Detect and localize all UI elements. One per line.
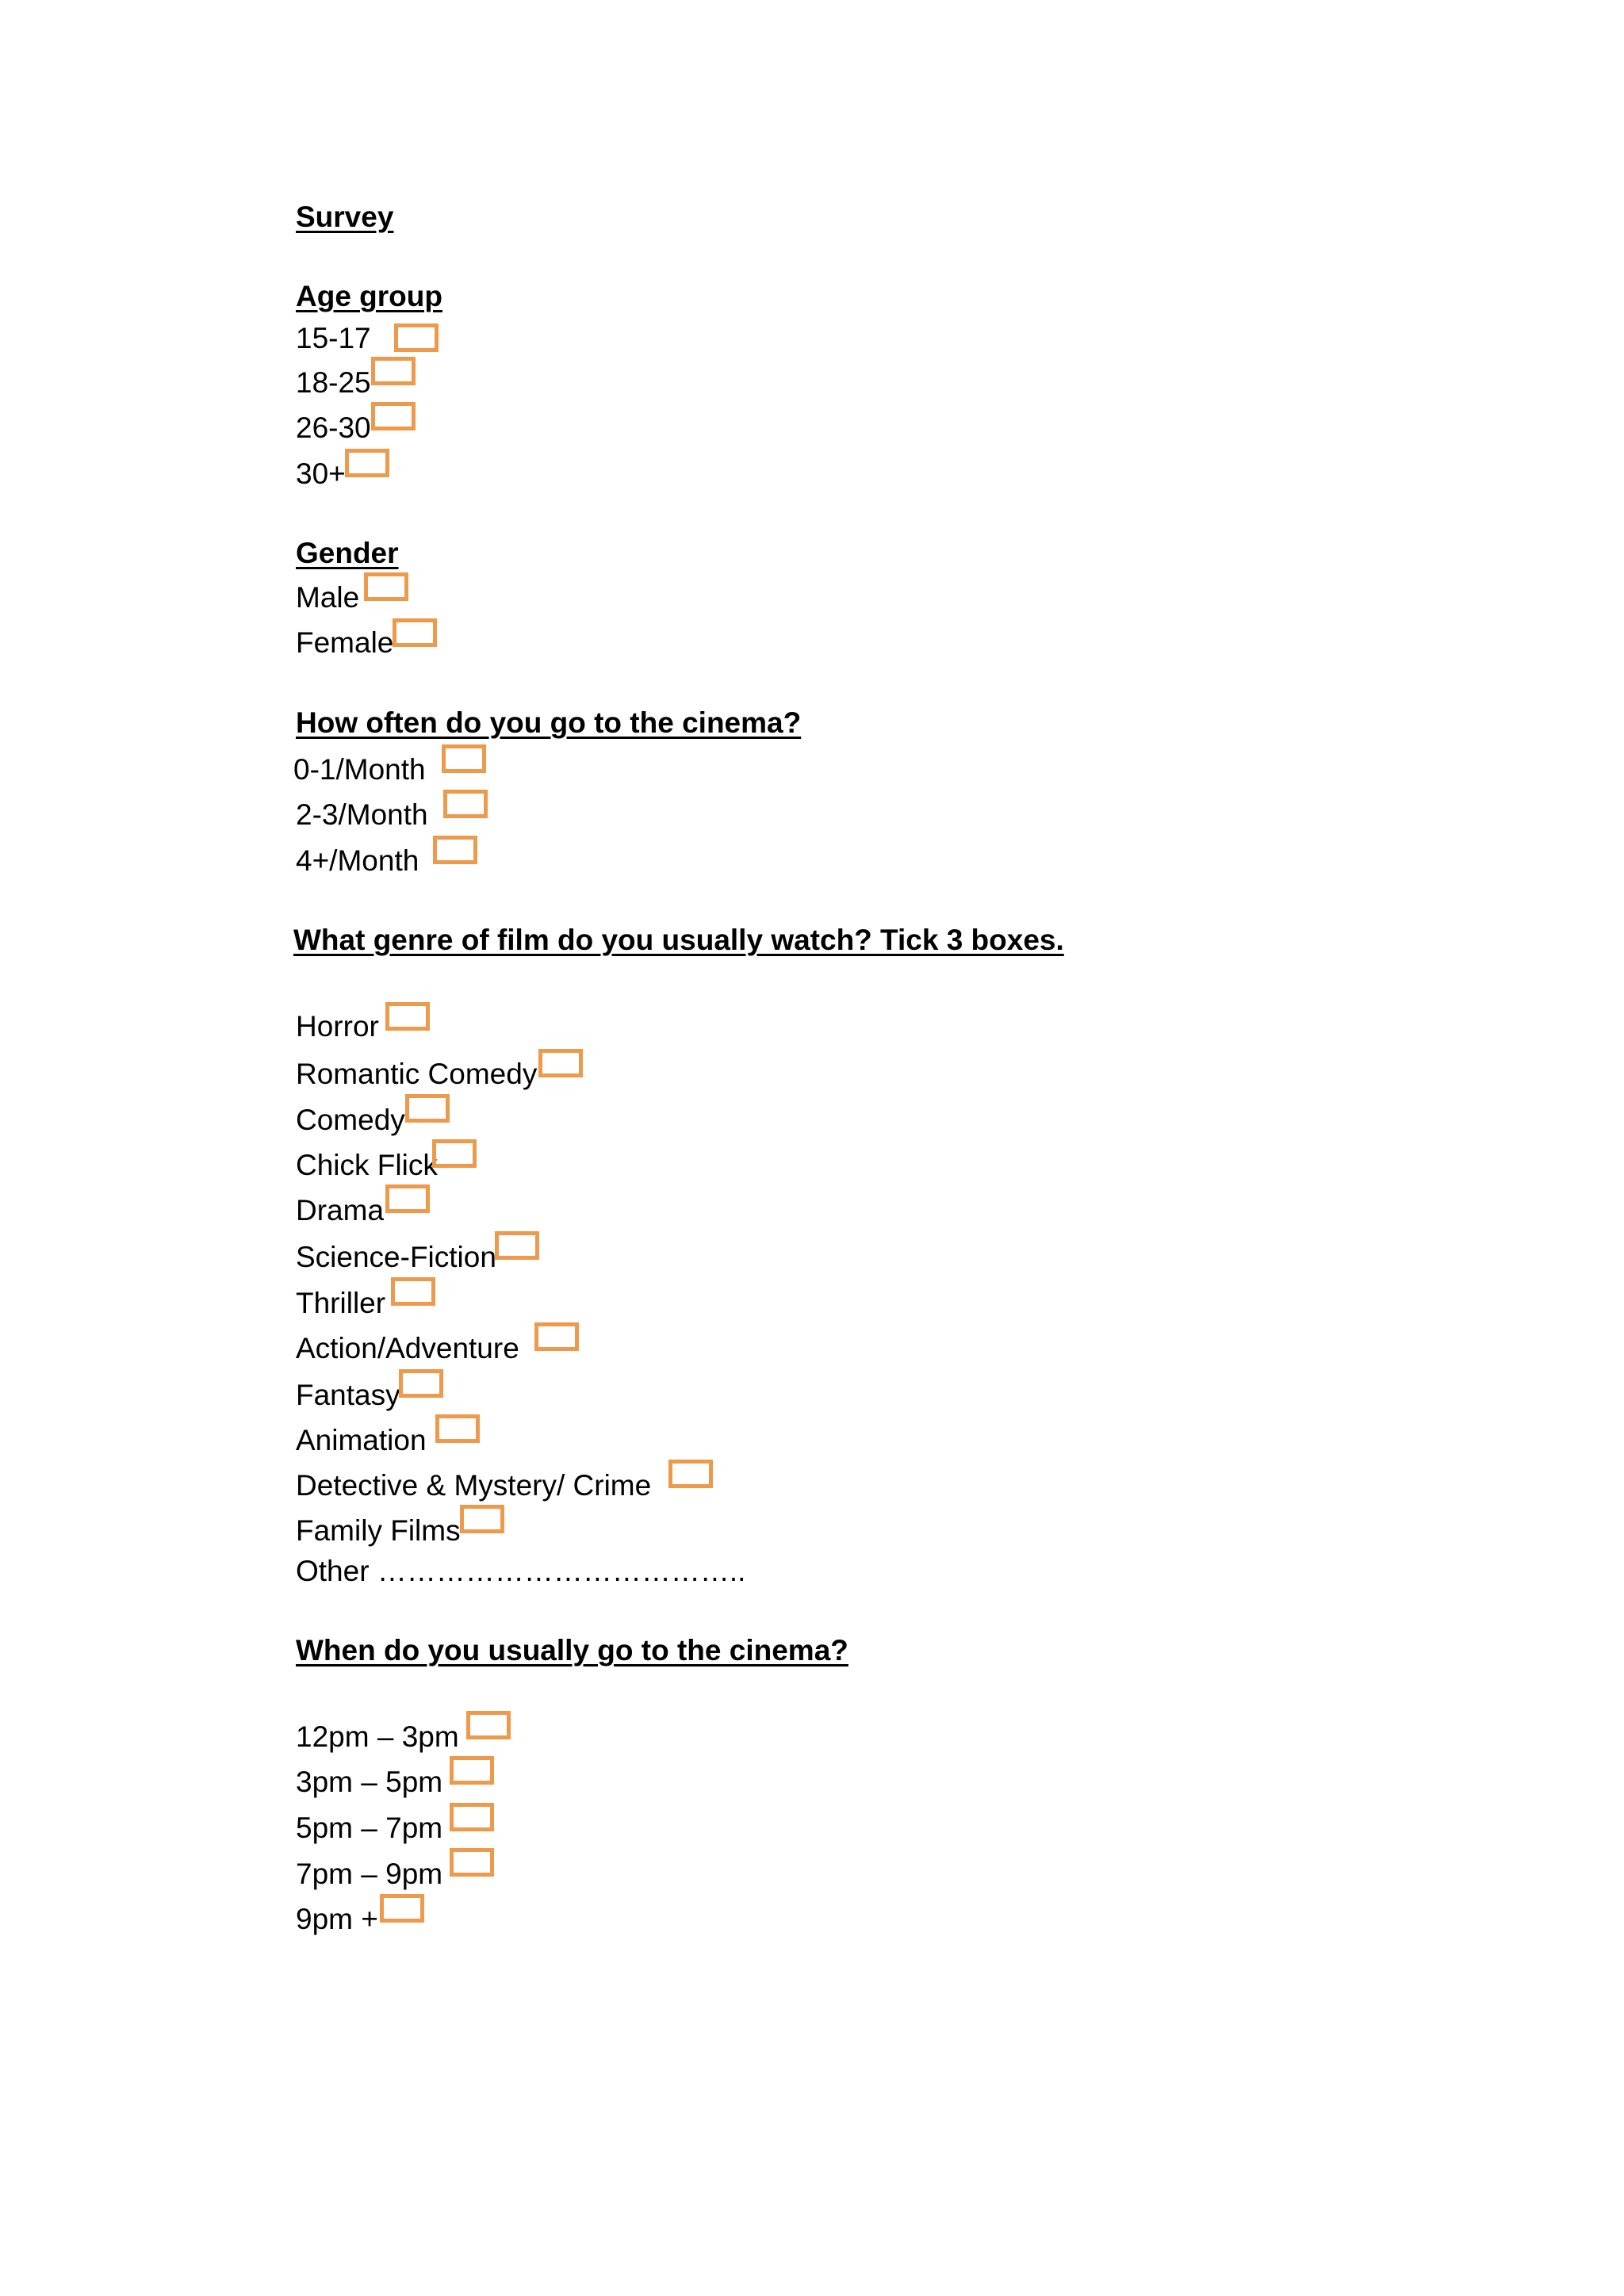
genre-option-comedy: Comedy xyxy=(296,1104,405,1136)
genre-option-other: Other ……………………………….. xyxy=(296,1555,746,1587)
genre-option-animation: Animation xyxy=(296,1424,427,1456)
frequency-checkbox-2-3[interactable] xyxy=(443,790,488,818)
time-checkbox-9pm-plus[interactable] xyxy=(380,1894,424,1923)
frequency-heading: How often do you go to the cinema? xyxy=(296,706,802,739)
genre-option-thriller: Thriller xyxy=(296,1287,386,1319)
time-option-12pm-3pm: 12pm – 3pm xyxy=(296,1720,459,1753)
genre-checkbox-science-fiction[interactable] xyxy=(495,1231,539,1260)
genre-checkbox-drama[interactable] xyxy=(385,1184,430,1213)
genre-option-action-adventure: Action/Adventure xyxy=(296,1332,519,1364)
age-option-15-17: 15-17 xyxy=(296,322,371,354)
genre-checkbox-chick-flick[interactable] xyxy=(432,1139,477,1168)
time-checkbox-3pm-5pm[interactable] xyxy=(450,1756,494,1785)
genre-option-drama: Drama xyxy=(296,1194,385,1226)
frequency-option-4-plus: 4+/Month xyxy=(296,844,419,877)
frequency-checkbox-4-plus[interactable] xyxy=(433,836,477,864)
gender-option-male: Male xyxy=(296,581,360,614)
time-option-3pm-5pm: 3pm – 5pm xyxy=(296,1766,443,1798)
genre-option-fantasy: Fantasy xyxy=(296,1379,400,1411)
gender-checkbox-male[interactable] xyxy=(364,572,408,601)
gender-option-female: Female xyxy=(296,626,394,659)
time-checkbox-5pm-7pm[interactable] xyxy=(450,1803,494,1831)
genre-option-detective-mystery-crime: Detective & Mystery/ Crime xyxy=(296,1469,652,1502)
age-option-30-plus: 30+ xyxy=(296,457,346,490)
frequency-option-2-3: 2-3/Month xyxy=(296,798,428,831)
time-checkbox-7pm-9pm[interactable] xyxy=(450,1848,494,1877)
genre-option-horror: Horror xyxy=(296,1010,379,1043)
genre-checkbox-fantasy[interactable] xyxy=(399,1369,443,1398)
gender-checkbox-female[interactable] xyxy=(393,618,437,647)
age-option-26-30: 26-30 xyxy=(296,411,371,444)
genre-checkbox-comedy[interactable] xyxy=(405,1094,450,1123)
time-checkbox-12pm-3pm[interactable] xyxy=(466,1711,511,1739)
genre-checkbox-family-films[interactable] xyxy=(460,1505,504,1533)
time-option-9pm-plus: 9pm + xyxy=(296,1903,378,1935)
time-option-5pm-7pm: 5pm – 7pm xyxy=(296,1812,443,1844)
age-checkbox-15-17[interactable] xyxy=(394,323,439,352)
genre-checkbox-animation[interactable] xyxy=(435,1414,480,1443)
time-option-7pm-9pm: 7pm – 9pm xyxy=(296,1858,443,1890)
genre-option-romantic-comedy: Romantic Comedy xyxy=(296,1058,538,1090)
genre-option-science-fiction: Science-Fiction xyxy=(296,1241,496,1273)
genre-checkbox-action-adventure[interactable] xyxy=(534,1322,579,1351)
frequency-checkbox-0-1[interactable] xyxy=(442,744,486,773)
age-option-18-25: 18-25 xyxy=(296,366,371,399)
age-checkbox-26-30[interactable] xyxy=(371,402,416,430)
survey-title: Survey xyxy=(296,201,394,233)
gender-heading: Gender xyxy=(296,537,399,569)
genre-option-family-films: Family Films xyxy=(296,1514,461,1547)
genre-option-chick-flick: Chick Flick xyxy=(296,1149,438,1181)
age-group-heading: Age group xyxy=(296,280,442,312)
genre-checkbox-horror[interactable] xyxy=(385,1002,430,1031)
genre-checkbox-romantic-comedy[interactable] xyxy=(538,1049,583,1077)
time-heading: When do you usually go to the cinema? xyxy=(296,1634,848,1667)
age-checkbox-18-25[interactable] xyxy=(371,357,416,385)
genre-checkbox-detective-mystery-crime[interactable] xyxy=(668,1460,713,1488)
age-checkbox-30-plus[interactable] xyxy=(345,449,389,477)
frequency-option-0-1: 0-1/Month xyxy=(293,753,426,786)
genre-checkbox-thriller[interactable] xyxy=(391,1277,435,1306)
genre-heading: What genre of film do you usually watch? Tick 3 boxes. xyxy=(293,924,1064,956)
